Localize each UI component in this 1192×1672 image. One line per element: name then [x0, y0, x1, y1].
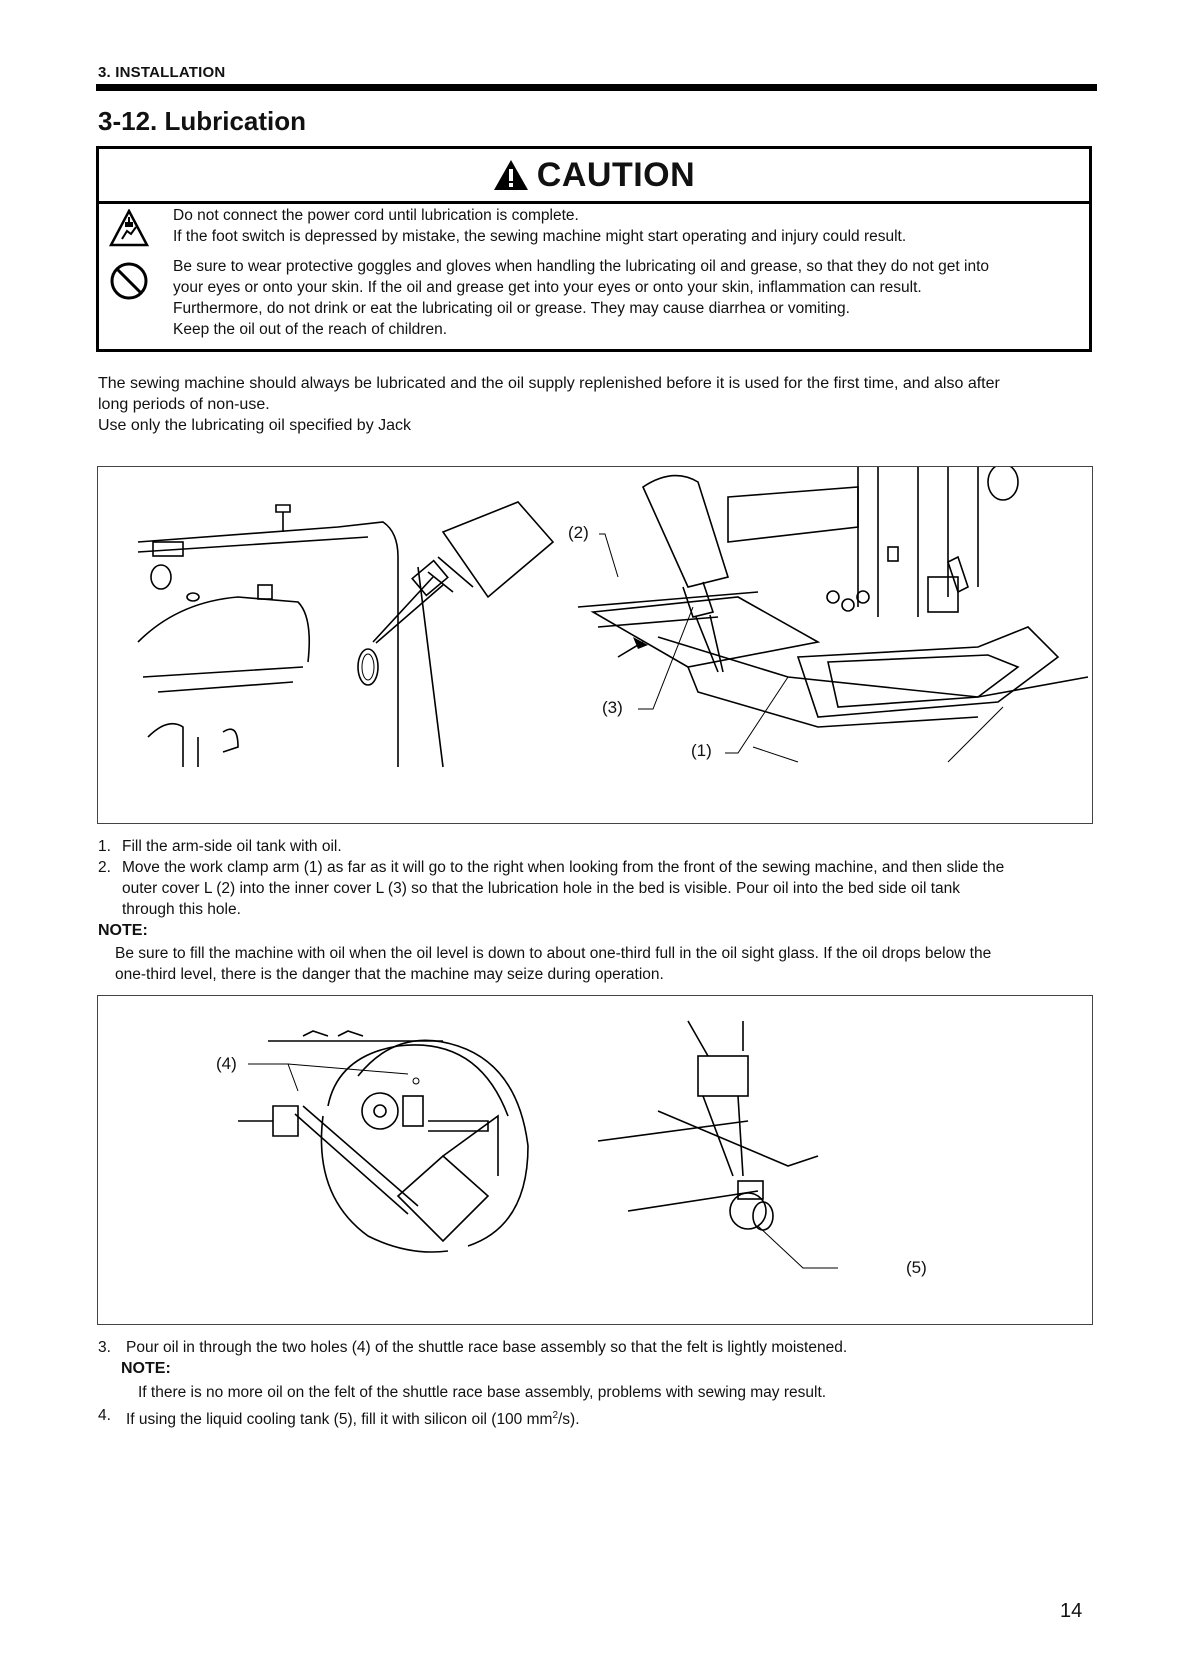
intro-line: Use only the lubricating oil specified by Jack	[98, 417, 412, 434]
figure-label: (2)	[568, 523, 589, 542]
step-text: Move the work clamp arm (1) as far as it will go to the right when looking from the front of the sewing machine, and then slide the	[122, 859, 1005, 876]
page-title: 3-12. Lubrication	[98, 106, 307, 136]
caution-line: If the foot switch is depressed by mistake, the sewing machine might start operating and injury could result.	[173, 228, 907, 245]
warning-triangle-icon	[493, 159, 529, 191]
header-rule	[96, 84, 1097, 91]
step-text: Fill the arm-side oil tank with oil.	[122, 838, 342, 855]
step-number: 1.	[98, 838, 111, 855]
figure-label: (3)	[602, 698, 623, 717]
step-text: outer cover L (2) into the inner cover L (3) so that the lubrication hole in the bed is visible. Pour oil into the bed side oil tank	[122, 880, 961, 897]
step-text-tail: /s).	[558, 1411, 580, 1429]
figure-shuttle-race-illustration	[97, 995, 1093, 1325]
oil-filling-drawing	[98, 467, 1091, 822]
step-text: Pour oil in through the two holes (4) of the shuttle race base assembly so that the felt is lightly moistened.	[126, 1339, 848, 1356]
note-text: Be sure to fill the machine with oil when the oil level is down to about one-third full in the oil sight glass. If the oil drops below the	[115, 945, 992, 962]
note-text: one-third level, there is the danger that the machine may seize during operation.	[115, 966, 664, 983]
prohibition-icon	[109, 261, 149, 301]
intro-line: long periods of non-use.	[98, 396, 270, 413]
step-number: 2.	[98, 859, 111, 876]
hand-crush-warning-icon	[109, 209, 149, 247]
figure-label: (5)	[906, 1258, 927, 1277]
step-number: 3.	[98, 1339, 111, 1356]
superscript: 2	[552, 1410, 558, 1421]
step-number: 4.	[98, 1407, 111, 1424]
step-text-main: If using the liquid cooling tank (5), fill it with silicon oil (100 mm	[126, 1411, 553, 1429]
section-label: 3. INSTALLATION	[98, 64, 226, 81]
note-label: NOTE:	[98, 922, 148, 939]
step-text	[126, 1405, 580, 1430]
caution-line: Furthermore, do not drink or eat the lubricating oil or grease. They may cause diarrhea or vomiting.	[173, 300, 850, 317]
caution-line: Keep the oil out of the reach of children.	[173, 321, 448, 338]
shuttle-oiling-drawing	[98, 996, 1091, 1323]
caution-line: Be sure to wear protective goggles and gloves when handling the lubricating oil and grease, so that they do not get into	[173, 258, 990, 275]
page-number: 14	[1060, 1600, 1083, 1622]
caution-line: Do not connect the power cord until lubrication is complete.	[173, 207, 579, 224]
intro-line: The sewing machine should always be lubricated and the oil supply replenished before it is used for the first time, and also after	[98, 375, 1000, 392]
caution-header	[99, 149, 1089, 204]
caution-box	[96, 146, 1092, 352]
figure-label: (1)	[691, 741, 712, 760]
note-label: NOTE:	[121, 1360, 171, 1377]
note-text: If there is no more oil on the felt of the shuttle race base assembly, problems with sewing may result.	[138, 1384, 827, 1401]
figure-oil-tank-illustration	[97, 466, 1093, 824]
caution-line: your eyes or onto your skin. If the oil and grease get into your eyes or onto your skin, inflammation can result.	[173, 279, 922, 296]
step-text: through this hole.	[122, 901, 241, 918]
figure-label: (4)	[216, 1054, 237, 1073]
caution-title: CAUTION	[536, 155, 696, 194]
